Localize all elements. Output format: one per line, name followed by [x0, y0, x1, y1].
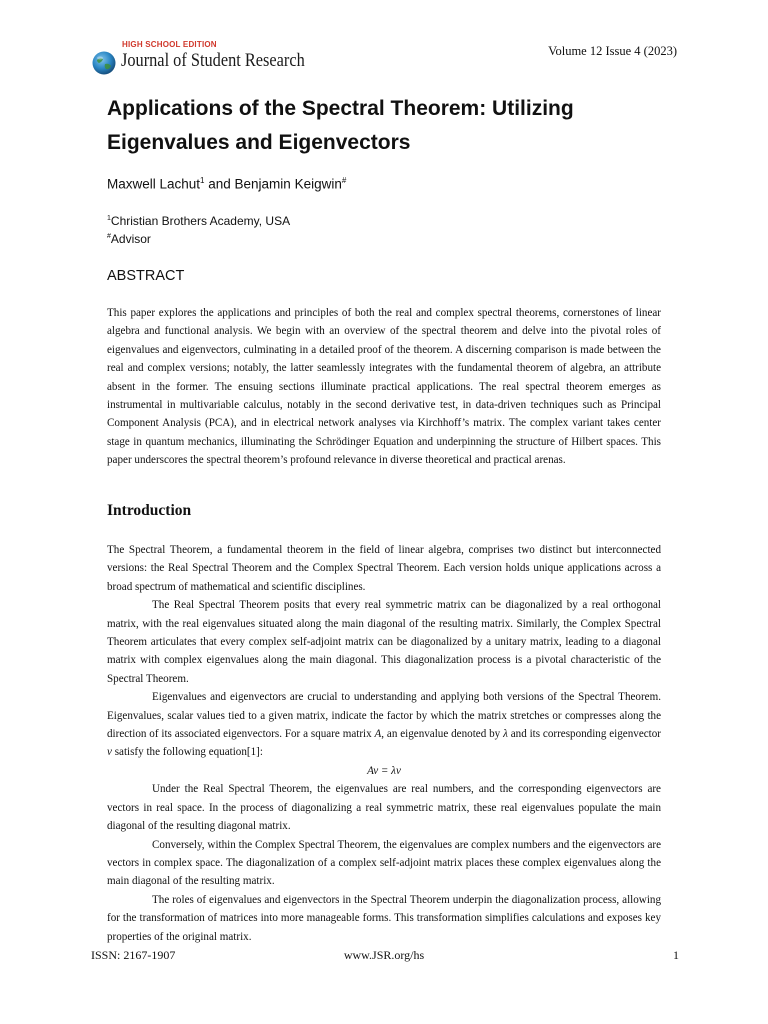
affiliation [107, 214, 290, 228]
author-list [107, 176, 346, 192]
paragraph-text: , an eigenvalue denoted by [381, 728, 504, 741]
footer-issn: ISSN: 2167-1907 [91, 948, 176, 962]
page-number: 1 [673, 948, 679, 962]
logo-edition-text: HIGH SCHOOL EDITION [122, 40, 217, 49]
author-conjunction: and [204, 176, 235, 192]
paragraph: Under the Real Spectral Theorem, the eigenvalues are real numbers, and the corresponding eigenvectors are vectors in real space. In the process of diagonalizing a real symmetric matrix, these real eigenvalues populate the main diagonal of the resulting diagonal matrix. [107, 783, 661, 833]
paragraph-text: Eigenvalues and eigenvectors are crucial to understanding and applying both versions of the Spectral Theorem. Eigenvalues, scalar values tied to a given matrix, indicate the factor by which the matrix stretches or compresses along the direction of its associated eigenvectors. For a square matrix [107, 691, 661, 741]
affiliation-mark: # [107, 233, 111, 240]
eigen-equation: Av = λv [367, 764, 401, 777]
affiliation [107, 232, 151, 246]
math-variable: λ [503, 728, 508, 741]
affiliation-text: Advisor [110, 232, 151, 246]
journal-logo[interactable] [92, 39, 352, 79]
affiliation-text: Christian Brothers Academy, USA [110, 214, 291, 228]
globe-icon [92, 51, 116, 75]
author-mark: 1 [200, 176, 205, 185]
journal-name: Journal of Student Research [121, 50, 305, 71]
paragraph [107, 688, 661, 762]
affiliation-mark: 1 [107, 215, 111, 222]
paragraph-text: satisfy the following equation[1]: [111, 746, 263, 759]
author-name: Maxwell Lachut [107, 176, 201, 192]
abstract-heading: ABSTRACT [107, 268, 185, 284]
volume-info: Volume 12 Issue 4 (2023) [548, 44, 677, 58]
author-name: Benjamin Keigwin [234, 176, 342, 192]
paragraph: The roles of eigenvalues and eigenvectors in the Spectral Theorem underpin the diagonalization process, allowing for the transformation of matrices into more manageable forms. This transformation simplifies calculations and exposes key properties of the original matrix. [107, 893, 661, 943]
author-mark: # [341, 176, 347, 185]
paragraph: The Spectral Theorem, a fundamental theorem in the field of linear algebra, comprises two distinct but interconnected versions: the Real Spectral Theorem and the Complex Spectral Theorem. Each version holds unique applications across a broad spectrum of mathematical and scientific disciplines. [107, 544, 661, 593]
abstract-text: This paper explores the applications and principles of both the real and complex spectral theorems, cornerstones of linear algebra and functional analysis. We begin with an overview of the spectral theorem and delve into the pivotal roles of eigenvalues and eigenvectors, culminating in a detailed proof of the theorem. A discerning comparison is made between the real and complex versions; notably, the latter seamlessly integrates with the fundamental theorem of algebra, an attribute absent in the former. The ensuing sections illuminate practical applications. The real spectral theorem emerges as instrumental in multivariable calculus, notably in the second derivative test, in data-driven techniques such as Principal Component Analysis (PCA), and in electrical network analyses via Kirchhoff’s matrix. The complex variant takes center stage in quantum mechanics, illuminating the Schrödinger Equation and underpinning the structure of Hilbert spaces. This paper underscores the spectral theorem’s profound relevance in diverse theoretical and practical arenas. [107, 307, 661, 467]
footer-url[interactable]: www.JSR.org/hs [343, 948, 425, 962]
introduction-heading: Introduction [107, 502, 192, 519]
introduction-body [107, 541, 661, 946]
paragraph-text: and its corresponding eigenvector [507, 728, 661, 741]
paragraph: The Real Spectral Theorem posits that every real symmetric matrix can be diagonalized by a real orthogonal matrix, with the real eigenvalues situated along the main diagonal of the resulting matrix. Similarly, the Complex Spectral Theorem articulates that every complex self-adjoint matrix can be diagonalized by a unitary matrix, leading to a diagonal matrix with complex eigenvalues along the main diagonal. This diagonalization process is a pivotal characteristic of the Spectral Theorem. [107, 599, 661, 685]
paragraph: Conversely, within the Complex Spectral Theorem, the eigenvalues are complex numbers and the eigenvectors are vectors in complex space. The diagonalization of a complex self-adjoint matrix places these complex eigenvalues along the main diagonal of the resulting matrix. [107, 838, 661, 888]
paper-title: Applications of the Spectral Theorem: Utilizing Eigenvalues and Eigenvectors [107, 97, 574, 154]
math-variable: A [374, 728, 382, 741]
math-variable: v [107, 746, 112, 759]
